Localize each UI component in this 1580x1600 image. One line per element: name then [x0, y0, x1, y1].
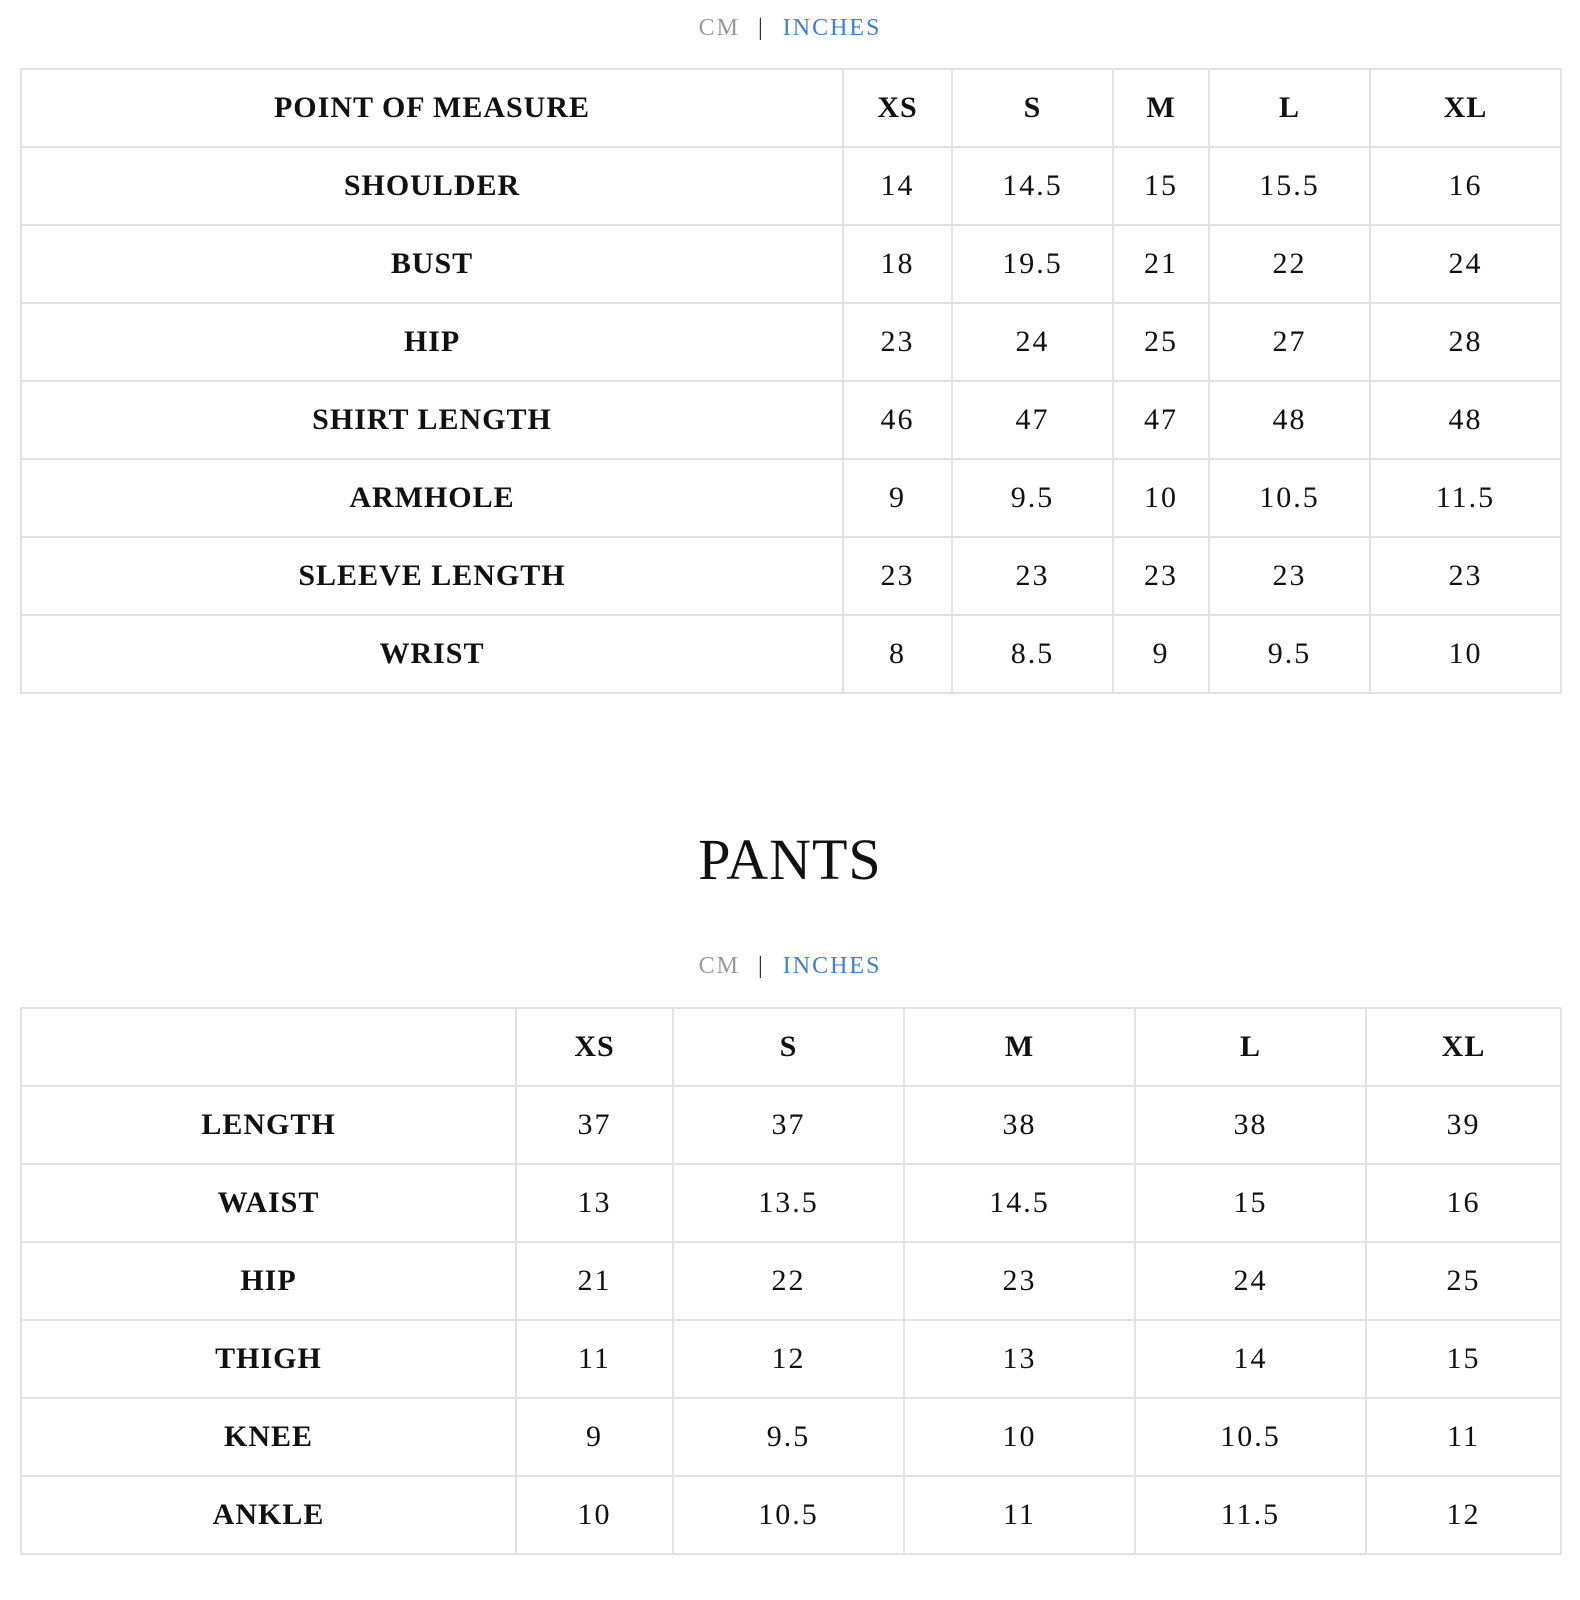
pants-measure-value: 12 — [673, 1320, 904, 1398]
pants-measure-value: 11.5 — [1135, 1476, 1366, 1554]
pants-measure-value: 15 — [1135, 1164, 1366, 1242]
tops-unit-separator: | — [757, 15, 765, 41]
pants-table-row — [21, 1086, 1561, 1164]
tops-measure-label: HIP — [21, 303, 843, 381]
pants-measure-value: 14.5 — [904, 1164, 1135, 1242]
pants-measure-value: 24 — [1135, 1242, 1366, 1320]
tops-header-size: L — [1209, 69, 1370, 147]
tops-measure-value: 15.5 — [1209, 147, 1370, 225]
tops-header-size: XS — [843, 69, 952, 147]
pants-measure-value: 9 — [516, 1398, 673, 1476]
tops-measure-label: SLEEVE LENGTH — [21, 537, 843, 615]
pants-measure-label: KNEE — [21, 1398, 516, 1476]
pants-table-body — [21, 1086, 1561, 1554]
pants-measure-value: 11 — [1366, 1398, 1561, 1476]
pants-measure-value: 9.5 — [673, 1398, 904, 1476]
tops-measure-value: 23 — [1209, 537, 1370, 615]
tops-measure-value: 21 — [1113, 225, 1209, 303]
tops-measure-label: SHIRT LENGTH — [21, 381, 843, 459]
pants-measure-value: 37 — [673, 1086, 904, 1164]
pants-measure-label: ANKLE — [21, 1476, 516, 1554]
tops-measure-value: 16 — [1370, 147, 1561, 225]
pants-measure-value: 11 — [904, 1476, 1135, 1554]
tops-header-size: M — [1113, 69, 1209, 147]
tops-measure-value: 9 — [1113, 615, 1209, 693]
pants-measure-value: 13.5 — [673, 1164, 904, 1242]
pants-measure-value: 37 — [516, 1086, 673, 1164]
tops-measure-value: 10 — [1113, 459, 1209, 537]
pants-table-row — [21, 1398, 1561, 1476]
tops-measure-value: 47 — [952, 381, 1113, 459]
pants-header-empty — [21, 1008, 516, 1086]
pants-measure-value: 38 — [1135, 1086, 1366, 1164]
tops-table-body — [21, 147, 1561, 693]
tops-measure-value: 48 — [1370, 381, 1561, 459]
pants-header-size: XS — [516, 1008, 673, 1086]
tops-table-row — [21, 381, 1561, 459]
tops-measure-value: 25 — [1113, 303, 1209, 381]
tops-measure-value: 9.5 — [1209, 615, 1370, 693]
pants-section-title: PANTS — [698, 827, 882, 892]
tops-measure-value: 47 — [1113, 381, 1209, 459]
tops-measure-value: 24 — [952, 303, 1113, 381]
tops-inches-link[interactable]: INCHES — [782, 15, 882, 41]
pants-unit-toggle — [0, 951, 1580, 981]
pants-measure-label: HIP — [21, 1242, 516, 1320]
pants-measure-value: 10 — [904, 1398, 1135, 1476]
pants-measure-value: 10 — [516, 1476, 673, 1554]
pants-measure-value: 39 — [1366, 1086, 1561, 1164]
tops-measure-value: 22 — [1209, 225, 1370, 303]
tops-header-point-of-measure: POINT OF MEASURE — [21, 69, 843, 147]
pants-header-size: L — [1135, 1008, 1366, 1086]
pants-cm-link[interactable]: CM — [698, 953, 740, 979]
pants-header-row — [21, 1008, 1561, 1086]
tops-table-row — [21, 303, 1561, 381]
pants-table-row — [21, 1476, 1561, 1554]
tops-measure-value: 18 — [843, 225, 952, 303]
tops-header-size: S — [952, 69, 1113, 147]
tops-measure-value: 9 — [843, 459, 952, 537]
pants-size-table — [20, 1007, 1562, 1555]
tops-measure-value: 15 — [1113, 147, 1209, 225]
tops-measure-value: 23 — [843, 537, 952, 615]
tops-measure-value: 11.5 — [1370, 459, 1561, 537]
tops-size-table — [20, 68, 1562, 694]
pants-table-row — [21, 1320, 1561, 1398]
pants-measure-label: WAIST — [21, 1164, 516, 1242]
pants-measure-value: 13 — [516, 1164, 673, 1242]
pants-measure-value: 38 — [904, 1086, 1135, 1164]
tops-measure-value: 8.5 — [952, 615, 1113, 693]
tops-measure-value: 10 — [1370, 615, 1561, 693]
tops-table-row — [21, 537, 1561, 615]
tops-header-row — [21, 69, 1561, 147]
pants-measure-label: THIGH — [21, 1320, 516, 1398]
tops-measure-label: BUST — [21, 225, 843, 303]
pants-measure-value: 13 — [904, 1320, 1135, 1398]
tops-measure-value: 23 — [1113, 537, 1209, 615]
pants-measure-value: 16 — [1366, 1164, 1561, 1242]
tops-measure-value: 14 — [843, 147, 952, 225]
tops-measure-value: 28 — [1370, 303, 1561, 381]
pants-measure-value: 14 — [1135, 1320, 1366, 1398]
tops-measure-value: 10.5 — [1209, 459, 1370, 537]
tops-measure-value: 46 — [843, 381, 952, 459]
tops-measure-value: 23 — [952, 537, 1113, 615]
pants-measure-value: 12 — [1366, 1476, 1561, 1554]
tops-measure-value: 24 — [1370, 225, 1561, 303]
tops-unit-toggle — [0, 13, 1580, 43]
pants-table-row — [21, 1164, 1561, 1242]
pants-measure-value: 25 — [1366, 1242, 1561, 1320]
pants-header-size: XL — [1366, 1008, 1561, 1086]
pants-measure-label: LENGTH — [21, 1086, 516, 1164]
tops-measure-value: 23 — [1370, 537, 1561, 615]
tops-table-row — [21, 459, 1561, 537]
tops-measure-value: 14.5 — [952, 147, 1113, 225]
pants-measure-value: 23 — [904, 1242, 1135, 1320]
tops-table-row — [21, 147, 1561, 225]
pants-measure-value: 21 — [516, 1242, 673, 1320]
pants-measure-value: 10.5 — [673, 1476, 904, 1554]
pants-header-size: M — [904, 1008, 1135, 1086]
pants-inches-link[interactable]: INCHES — [782, 953, 882, 979]
pants-unit-separator: | — [757, 953, 765, 979]
tops-measure-value: 48 — [1209, 381, 1370, 459]
tops-measure-value: 27 — [1209, 303, 1370, 381]
pants-measure-value: 11 — [516, 1320, 673, 1398]
pants-header-size: S — [673, 1008, 904, 1086]
pants-measure-value: 22 — [673, 1242, 904, 1320]
tops-measure-value: 19.5 — [952, 225, 1113, 303]
tops-measure-label: WRIST — [21, 615, 843, 693]
tops-measure-label: SHOULDER — [21, 147, 843, 225]
tops-measure-value: 9.5 — [952, 459, 1113, 537]
tops-table-row — [21, 225, 1561, 303]
tops-measure-label: ARMHOLE — [21, 459, 843, 537]
tops-measure-value: 8 — [843, 615, 952, 693]
pants-table-row — [21, 1242, 1561, 1320]
tops-header-size: XL — [1370, 69, 1561, 147]
pants-measure-value: 15 — [1366, 1320, 1561, 1398]
tops-table-row — [21, 615, 1561, 693]
pants-measure-value: 10.5 — [1135, 1398, 1366, 1476]
tops-cm-link[interactable]: CM — [698, 15, 740, 41]
tops-measure-value: 23 — [843, 303, 952, 381]
